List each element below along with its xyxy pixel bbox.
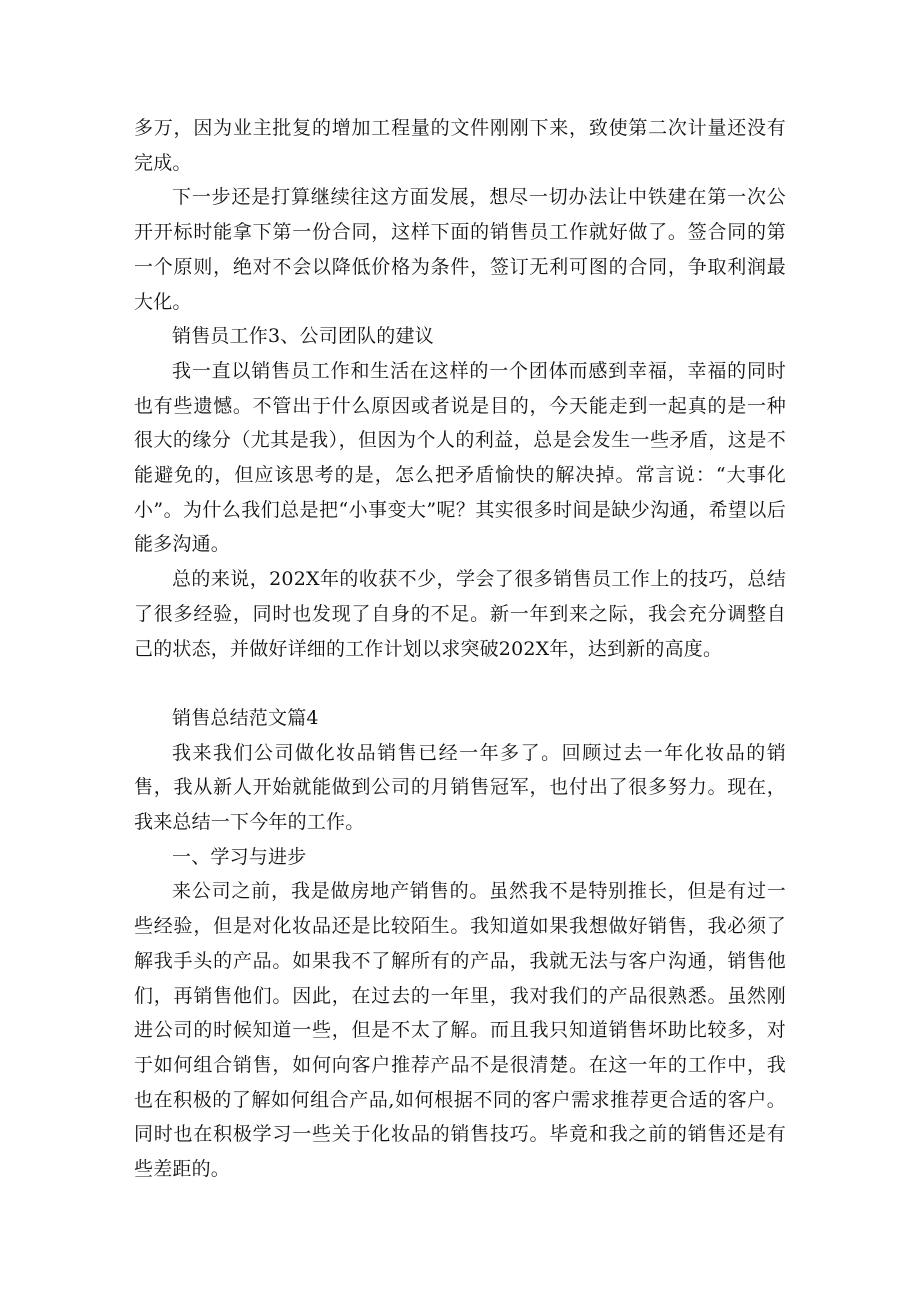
- paragraph-summary: 总的来说，202X年的收获不少，学会了很多销售员工作上的技巧，总结了很多经验，同时也发现了自身的不足。新一年到来之际，我会充分调整自己的状态，并做好详细的工作计划以求突破202X年，达到新的高度。: [134, 568, 786, 660]
- blank-line: [134, 666, 786, 701]
- section-heading-team-suggestions: 销售员工作3、公司团队的建议: [172, 325, 434, 348]
- paragraph-learning: 来公司之前，我是做房地产销售的。虽然我不是特别推长，但是有过一些经验，但是对化妆品还是比较陌生。我知道如果我想做好销售，我必须了解我手头的产品。如果我不了解所有的产品，我就无法与客户沟通，销售他们，再销售他们。因此，在过去的一年里，我对我们的产品很熟悉。虽然刚进公司的时候知道一些，但是不太了解。而且我只知道销售坏助比较多，对于如何组合销售，如何向客户推荐产品不是很清楚。在这一年的工作中，我也在积极的了解如何组合产品,如何根据不同的客户需求推荐更合适的客户。同时也在积极学习一些关于化妆品的销售技巧。毕竟和我之前的销售还是有些差距的。: [134, 880, 786, 1181]
- article-heading-sample-4: 销售总结范文篇4: [172, 706, 319, 729]
- paragraph-next-step: 下一步还是打算继续往这方面发展，想尽一切办法让中铁建在第一次公开开标时能拿下第一份合同，这样下面的销售员工作就好做了。签合同的第一个原则，绝对不会以降低价格为条件，签订无利可图的合同，争取利润最大化。: [134, 186, 786, 313]
- document-body: [134, 111, 786, 1187]
- section-heading-learning: 一、学习与进步: [172, 845, 307, 868]
- paragraph-team: 我一直以销售员工作和生活在这样的一个团体而感到幸福，幸福的同时也有些遗憾。不管出于什么原因或者说是目的，今天能走到一起真的是一种很大的缘分（尤其是我），但因为个人的利益，总是会发生一些矛盾，这是不能避免的，但应该思考的是，怎么把矛盾愉快的解决掉。常言说：“大事化小”。为什么我们总是把“小事变大”呢？其实很多时间是缺少沟通，希望以后能多沟通。: [134, 359, 786, 556]
- paragraph-intro: 我来我们公司做化妆品销售已经一年多了。回顾过去一年化妆品的销售，我从新人开始就能做到公司的月销售冠军，也付出了很多努力。现在，我来总结一下今年的工作。: [134, 741, 786, 834]
- paragraph-continued: 多万，因为业主批复的增加工程量的文件刚刚下来，致使第二次计量还没有完成。: [134, 117, 786, 174]
